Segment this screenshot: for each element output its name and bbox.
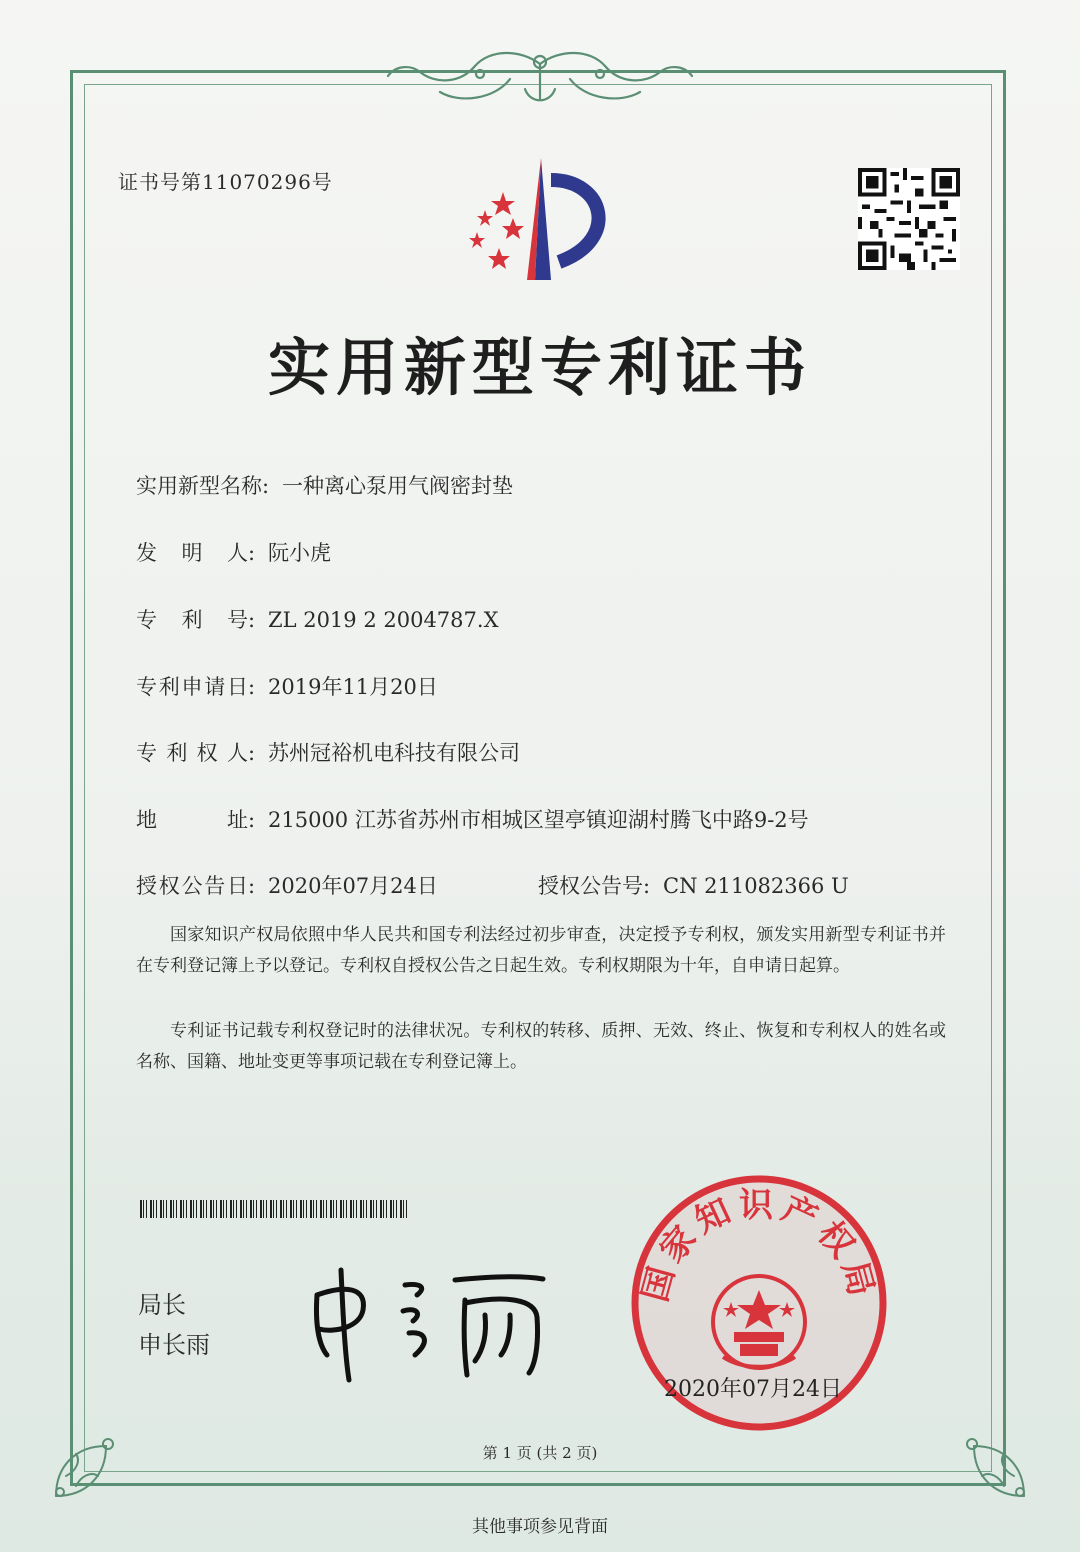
- field-filing-date: 专利申请日: 2019年11月20日: [136, 671, 438, 701]
- field-label: 专利申请日: [136, 675, 248, 699]
- certificate-number: 证书号第11070296号: [118, 170, 333, 194]
- director-name: 申长雨: [138, 1331, 210, 1359]
- seal-text: 国家知识产权局: [635, 1185, 883, 1307]
- field-grant-date: 授权公告日: 2020年07月24日: [136, 870, 438, 900]
- page-title: 实用新型专利证书: [267, 331, 812, 404]
- field-inventor: 发明人: 阮小虎: [136, 537, 331, 567]
- field-patent-number: 专利号: ZL 2019 2 2004787.X: [136, 604, 499, 634]
- top-ornament: [380, 44, 700, 114]
- statement-text: 专利证书记载专利权登记时的法律状况。专利权的转移、质押、无效、终止、恢复和专利权人的姓名或名称、国籍、地址变更等事项记载在专利登记簿上。: [136, 1021, 946, 1072]
- director-signature: [305, 1255, 555, 1385]
- director-title: 局长: [138, 1291, 186, 1319]
- field-label: 授权公告日: [136, 874, 248, 898]
- field-label: 授权公告号: [538, 874, 643, 898]
- field-label: 实用新型名称: [136, 474, 262, 498]
- field-utility-model-name: 实用新型名称: 一种离心泵用气阀密封垫: [136, 470, 513, 500]
- cnipa-logo-icon: [455, 150, 625, 290]
- statement-paragraph-2: [136, 1016, 946, 1078]
- field-value: 一种离心泵用气阀密封垫: [282, 474, 513, 498]
- field-grant-number: 授权公告号: CN 211082366 U: [538, 874, 849, 898]
- field-value: 2020年07月24日: [268, 874, 438, 898]
- statement-paragraph-1: [136, 920, 946, 982]
- footer-note: 其他事项参见背面: [472, 1517, 608, 1537]
- field-value: 苏州冠裕机电科技有限公司: [268, 741, 520, 765]
- field-label: 地址: [136, 808, 248, 832]
- field-label: 专利权人: [136, 741, 248, 765]
- field-value: ZL 2019 2 2004787.X: [268, 608, 499, 632]
- page-number: 第 1 页 (共 2 页): [482, 1444, 598, 1462]
- field-label: 发明人: [136, 541, 248, 565]
- field-value: 2019年11月20日: [268, 675, 438, 699]
- seal-date: 2020年07月24日: [664, 1377, 842, 1402]
- field-address: 地址: 215000 江苏省苏州市相城区望亭镇迎湖村腾飞中路9-2号: [136, 804, 809, 834]
- field-label: 专利号: [136, 608, 248, 632]
- field-patentee: 专利权人: 苏州冠裕机电科技有限公司: [136, 737, 520, 767]
- qr-code-icon: [858, 168, 960, 270]
- field-value: 215000 江苏省苏州市相城区望亭镇迎湖村腾飞中路9-2号: [268, 808, 809, 832]
- statement-text: 国家知识产权局依照中华人民共和国专利法经过初步审查，决定授予专利权，颁发实用新型专利证书并在专利登记簿上予以登记。专利权自授权公告之日起生效。专利权期限为十年，自申请日起算。: [136, 925, 946, 976]
- field-value: 阮小虎: [268, 541, 331, 565]
- barcode-icon: [140, 1200, 410, 1218]
- field-value: CN 211082366 U: [663, 874, 849, 898]
